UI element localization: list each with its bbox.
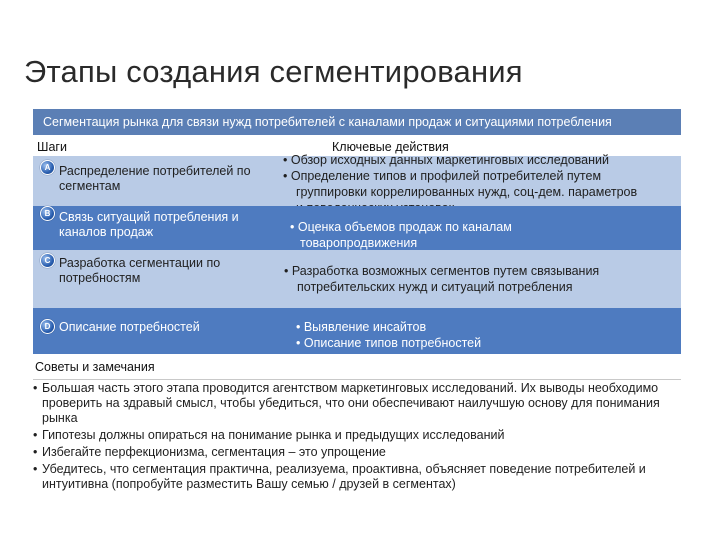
tips-header: Советы и замечания <box>35 360 155 374</box>
table-row <box>33 250 681 308</box>
table-row <box>33 206 681 250</box>
list-item: • Большая часть этого этапа проводится агентством маркетинговых исследований. Их выводы необходимо проверить на здравый смысл, чтобы убедиться, что они обеспечивают наилучшую основу для понимания рынка <box>33 381 693 426</box>
column-header-actions: Ключевые действия <box>332 140 449 154</box>
action-line: • Определение типов и профилей потребителей путем <box>283 169 602 183</box>
table-row <box>33 308 681 354</box>
column-header-steps: Шаги <box>37 140 67 154</box>
step-label: Связь ситуаций потребления и каналов продаж <box>59 210 239 239</box>
step-marker-c-icon: C <box>40 253 55 268</box>
action-line: • Разработка возможных сегментов путем связывания <box>284 264 600 278</box>
action-line: • Оценка объемов продаж по каналам <box>290 220 512 234</box>
action-line: • Описание типов потребностей <box>296 336 482 350</box>
action-line: • Выявление инсайтов <box>296 320 427 334</box>
table-header-bar: Сегментация рынка для связи нужд потребителей с каналами продаж и ситуациями потребления <box>33 109 681 135</box>
list-item: • Убедитесь, что сегментация практична, реализуема, проактивна, объясняет поведение потребителей и интуитивна (попробуйте разместить Вашу семью / друзей в сегментах) <box>33 462 693 492</box>
page-title: Этапы создания сегментирования <box>24 54 523 89</box>
step-marker-a-icon: A <box>40 160 55 175</box>
action-line: потребительских нужд и ситуаций потребления <box>297 280 573 294</box>
tips-list <box>33 381 693 494</box>
list-item: • Избегайте перфекционизма, сегментация – это упрощение <box>33 445 693 460</box>
step-marker-d-icon: D <box>40 319 55 334</box>
table-row <box>33 153 681 206</box>
step-label: Распределение потребителей по сегментам <box>59 164 251 193</box>
action-line: • Обзор исходных данных маркетинговых исследований <box>283 153 609 167</box>
action-line: товаропродвижения <box>300 236 418 250</box>
step-label: Описание потребностей <box>59 320 200 334</box>
action-line: группировки коррелированных нужд, соц-дем. параметров <box>296 185 638 199</box>
divider <box>33 379 681 380</box>
step-label: Разработка сегментации по потребностям <box>59 256 221 285</box>
step-marker-b-icon: B <box>40 206 55 221</box>
list-item: • Гипотезы должны опираться на понимание рынка и предыдущих исследований <box>33 428 693 443</box>
